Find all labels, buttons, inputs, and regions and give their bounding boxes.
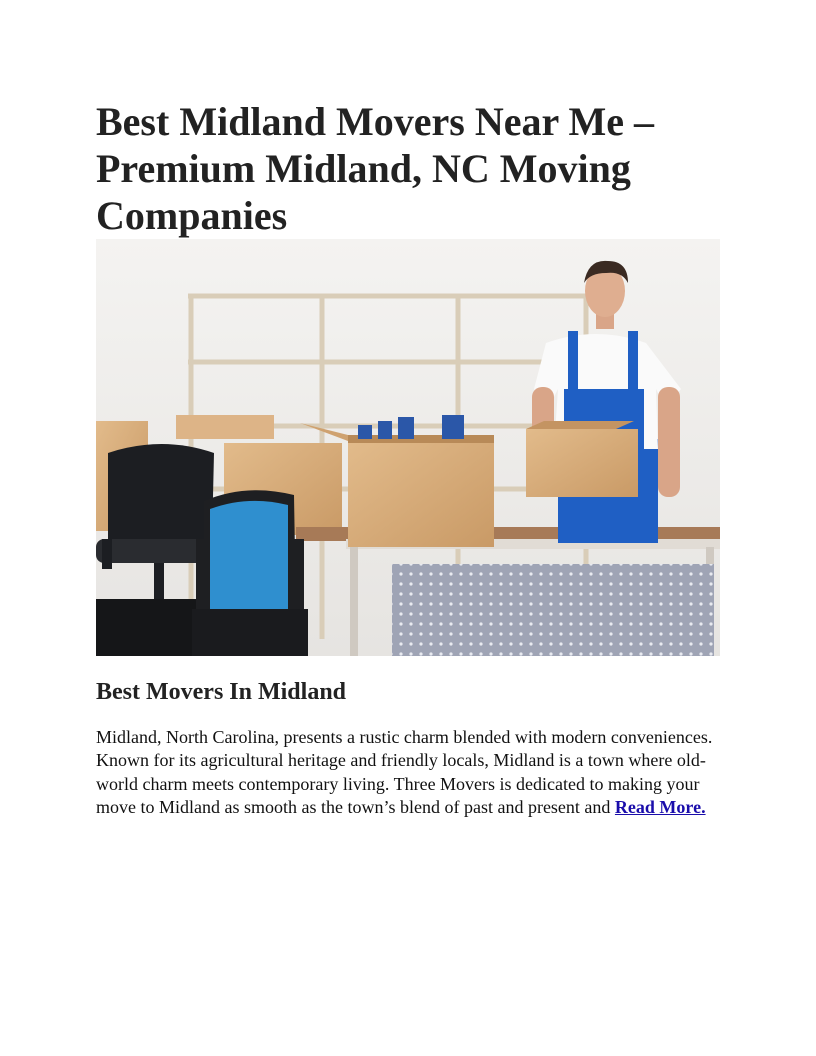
body-paragraph (96, 726, 722, 820)
office-chair-blue (192, 490, 308, 656)
page-title: Best Midland Movers Near Me – Premium Midland, NC Moving Companies (96, 99, 655, 238)
read-more-link[interactable]: Read More. (614, 797, 706, 818)
hero-image-mover-with-boxes (96, 239, 720, 656)
paragraph-text: Midland, North Carolina, presents a rustic charm blended with modern conveniences. Known for its agricultural heritage and friendly locals, Midland is a town where old-world charm meets contemporary living. Three Movers is dedicated to making your move to Midland as smooth as the town’s blend of past and present and (96, 727, 713, 818)
section-heading: Best Movers In Midland (96, 679, 347, 705)
